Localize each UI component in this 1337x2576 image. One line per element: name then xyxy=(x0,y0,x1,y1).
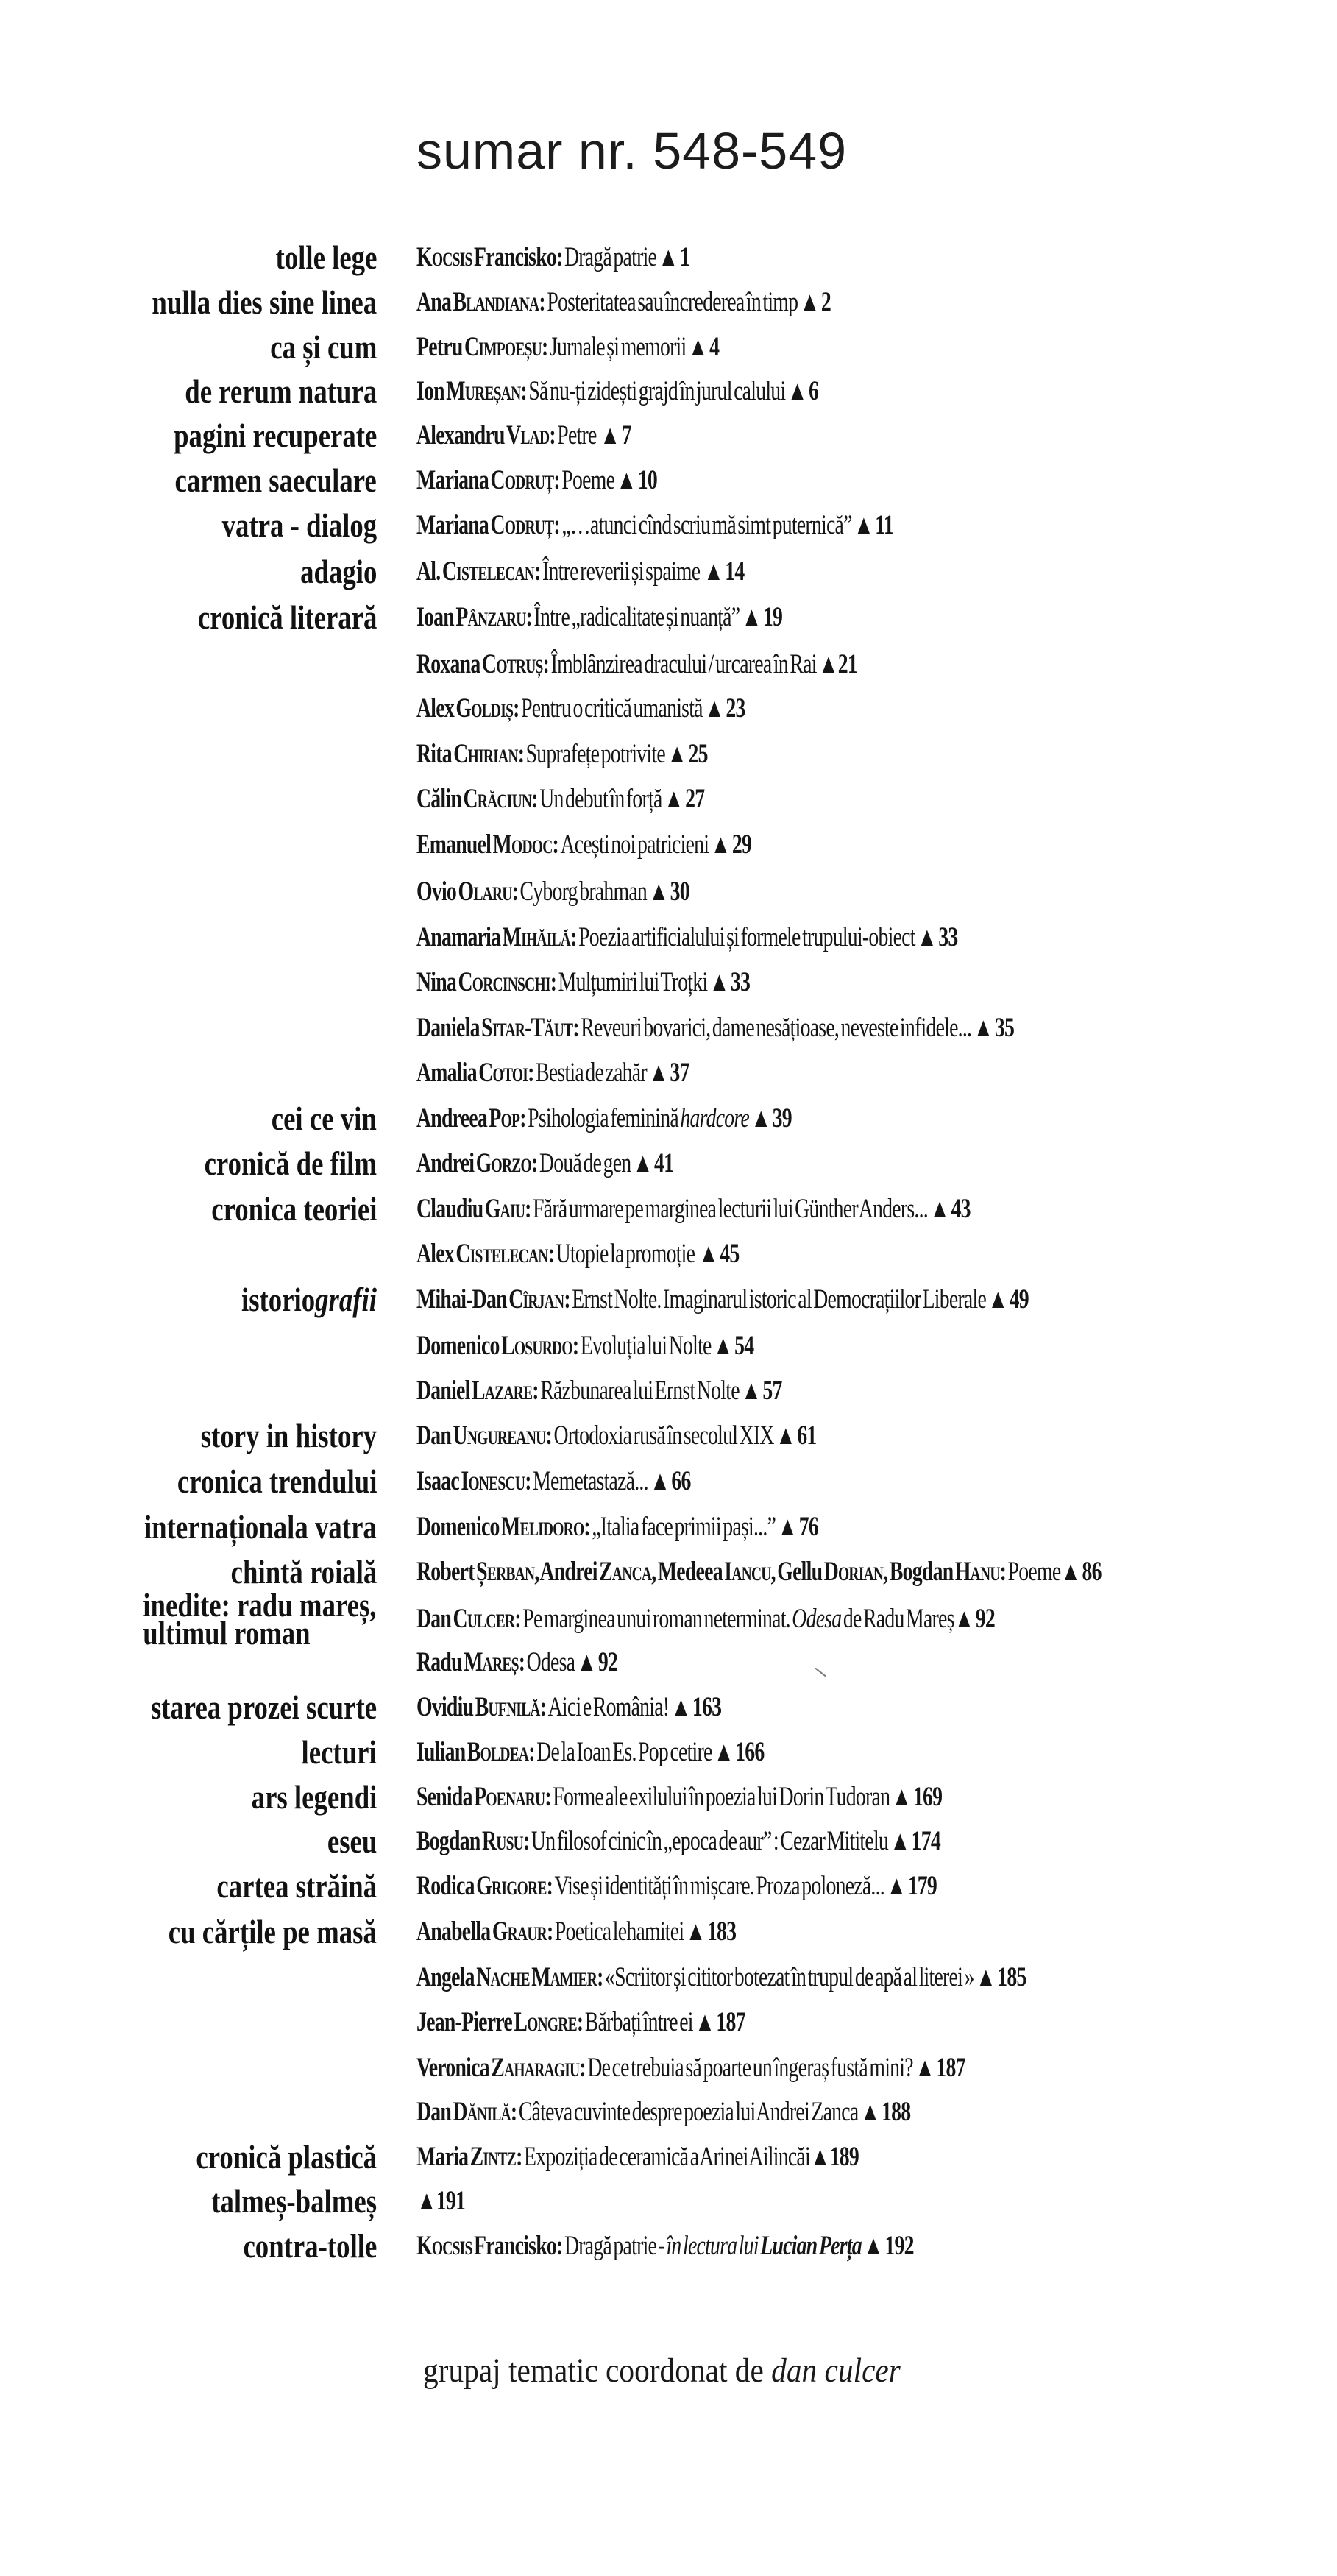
toc-entry: Dan Dănilă: Câteva cuvinte despre poezia lui Andrei Zanca ▲ 188 xyxy=(416,2096,911,2127)
toc-row xyxy=(0,1459,1337,1504)
toc-row xyxy=(0,1504,1337,1550)
section-label: contra-tolle xyxy=(243,2226,377,2265)
toc-row xyxy=(0,1368,1337,1414)
section-label: istoriografii xyxy=(241,1280,377,1318)
toc-entry: Călin Crăciun: Un debut în forță ▲ 27 xyxy=(416,783,705,814)
section-label: cronica trendului xyxy=(177,1462,377,1500)
section-label: eseu xyxy=(327,1822,377,1860)
toc-entry: Ovio Olaru: Cyborg brahman ▲ 30 xyxy=(416,876,689,907)
section-label: cei ce vin xyxy=(271,1099,377,1137)
toc-entry: Ioan Pânzaru: Între „radicalitate și nuanță” ▲ 19 xyxy=(416,601,783,632)
section-label: inedite: radu mareș, ultimul roman xyxy=(143,1585,377,1652)
section-label: cronică literară xyxy=(197,598,377,636)
toc-row xyxy=(0,503,1337,548)
section-label xyxy=(0,976,377,989)
toc-row xyxy=(0,1231,1337,1277)
toc-entry: Al. Cistelecan: Între reverii și spaime ▲ 14 xyxy=(416,556,745,587)
toc-entry: Andrei Gorzo: Două de gen ▲ 41 xyxy=(416,1147,674,1178)
section-label: adagio xyxy=(299,552,377,590)
section-label: pagini recuperate xyxy=(173,416,377,454)
toc-entry: Daniel Lazare: Răzbunarea lui Ernst Nolte ▲ 57 xyxy=(416,1375,782,1406)
footer-text: grupaj tematic coordonat de xyxy=(423,2352,772,2390)
toc-entry: Iulian Boldea: De la Ioan Es. Pop cetire ▲ 166 xyxy=(416,1736,765,1767)
toc-entry: Alex Cistelecan: Utopie la promoție ▲ 45 xyxy=(416,1238,740,1269)
toc-row xyxy=(0,1141,1337,1186)
toc-row xyxy=(0,413,1337,459)
toc-entry: Robert Șerban, Andrei Zanca, Medeea Iancu, Gellu Dorian, Bogdan Hanu: Poeme▲ 86 xyxy=(416,1556,1102,1587)
toc-entry: Domenico Melidoro: „Italia face primii pași...” ▲ 76 xyxy=(416,1511,818,1542)
section-label xyxy=(0,838,377,852)
section-label: cronică plastică xyxy=(196,2137,377,2176)
toc-row xyxy=(0,642,1337,687)
section-label xyxy=(0,1248,377,1261)
toc-row xyxy=(0,1685,1337,1730)
toc-entry: Anabella Graur: Poetica lehamitei ▲ 183 xyxy=(416,1916,737,1947)
section-label xyxy=(0,931,377,944)
toc-entry: Kocsis Francisko: Dragă patrie - în lectura lui Lucian Perța ▲ 192 xyxy=(416,2230,914,2261)
toc-entry: Radu Mareș: Odesa ▲ 92 xyxy=(416,1646,618,1677)
toc-row xyxy=(0,235,1337,280)
footer-credit xyxy=(423,2352,901,2391)
toc-row xyxy=(0,776,1337,822)
toc-entry: Amalia Cotoi: Bestia de zahăr ▲ 37 xyxy=(416,1057,689,1088)
toc-row xyxy=(0,732,1337,777)
section-label: starea prozei scurte xyxy=(150,1688,377,1726)
toc-row xyxy=(0,1050,1337,1096)
section-label: cu cărțile pe masă xyxy=(168,1912,377,1950)
toc-row xyxy=(0,822,1337,868)
toc-row xyxy=(0,2045,1337,2091)
toc-row xyxy=(0,1277,1337,1323)
toc-row xyxy=(0,549,1337,595)
section-label xyxy=(0,2062,377,2075)
toc-entry: Rita Chirian: Suprafețe potrivite ▲ 25 xyxy=(416,738,708,769)
section-label xyxy=(0,1022,377,1035)
section-label: ca și cum xyxy=(269,328,377,366)
toc-row xyxy=(0,325,1337,370)
toc-row xyxy=(0,2134,1337,2180)
toc-entry: Nina Corcinschi: Mulțumiri lui Troțki ▲ 33 xyxy=(416,966,751,997)
toc-row xyxy=(0,1909,1337,1955)
toc-row xyxy=(0,1864,1337,1909)
section-label: talmeș-balmeș xyxy=(211,2182,377,2220)
toc-entry: Mariana Codruț: Poeme ▲ 10 xyxy=(416,464,657,495)
toc-entry: Maria Zintz: Expoziția de ceramică a Arinei Ailincăi▲189 xyxy=(416,2141,859,2172)
section-label: ars legendi xyxy=(251,1777,377,1816)
toc-entry: Alex Goldiș: Pentru o critică umanistă ▲ 23 xyxy=(416,693,745,723)
section-label: cartea străină xyxy=(216,1866,377,1905)
page-title: sumar nr. 548-549 xyxy=(416,122,848,180)
section-label: carmen saeculare xyxy=(174,461,377,499)
toc-entry: Roxana Cotruș: Îmblânzirea dracului / urcarea în Rai ▲21 xyxy=(416,648,858,679)
section-label xyxy=(0,793,377,806)
section-label: chintă roială xyxy=(230,1552,377,1590)
section-label: tolle lege xyxy=(275,238,377,276)
toc-entry: ▲191 xyxy=(416,2185,466,2216)
section-label xyxy=(0,885,377,899)
toc-row xyxy=(0,280,1337,325)
toc-entry: Ovidiu Bufnilă: Aici e România! ▲ 163 xyxy=(416,1691,722,1722)
toc-entry: Claudiu Gaiu: Fără urmare pe marginea lecturii lui Günther Anders... ▲ 43 xyxy=(416,1193,971,1224)
toc-entry: Kocsis Francisko: Dragă patrie ▲ 1 xyxy=(416,241,689,272)
section-label xyxy=(0,658,377,671)
toc-entry: Mihai-Dan Cîrjan: Ernst Nolte. Imaginarul istoric al Democrațiilor Liberale ▲ 49 xyxy=(416,1284,1029,1314)
toc-entry: Domenico Losurdo: Evoluția lui Nolte ▲ 54 xyxy=(416,1330,754,1361)
section-label: internaționala vatra xyxy=(144,1507,377,1546)
section-label xyxy=(0,702,377,715)
toc-row xyxy=(0,686,1337,732)
section-label: cronică de film xyxy=(204,1144,377,1182)
toc-entry: Angela Nache Mamier: «Scriitor și cititor botezat în trupul de apă al literei » ▲ 185 xyxy=(416,1961,1026,1992)
toc-entry: Mariana Codruț: „…atunci cînd scriu mă simt puternică” ▲ 11 xyxy=(416,509,893,540)
toc-entry: Bogdan Rusu: Un filosof cinic în „epoca de aur” : Cezar Mititelu ▲ 174 xyxy=(416,1825,941,1856)
section-label xyxy=(0,2016,377,2029)
toc-entry: Alexandru Vlad: Petre ▲ 7 xyxy=(416,420,631,450)
toc-row xyxy=(0,458,1337,503)
toc-row xyxy=(0,1955,1337,2000)
toc-row xyxy=(0,2179,1337,2224)
toc-row xyxy=(0,1819,1337,1864)
toc-entry: Petru Cimpoeșu: Jurnale și memorii ▲ 4 xyxy=(416,331,720,362)
section-label xyxy=(0,1340,377,1353)
toc-entry: Isaac Ionescu: Memetastază... ▲ 66 xyxy=(416,1465,691,1496)
section-label: lecturi xyxy=(301,1733,377,1771)
toc-row xyxy=(0,1585,1337,1652)
toc-entry: Dan Ungureanu: Ortodoxia rusă în secolul XIX ▲ 61 xyxy=(416,1420,817,1451)
toc-row xyxy=(0,1005,1337,1051)
toc-row xyxy=(0,2000,1337,2045)
toc-row xyxy=(0,1323,1337,1369)
section-label xyxy=(0,2106,377,2119)
section-label xyxy=(0,748,377,761)
toc-row xyxy=(0,1413,1337,1459)
section-label: story in history xyxy=(200,1416,377,1454)
toc-entry: Senida Poenaru: Forme ale exilului în poezia lui Dorin Tudoran ▲ 169 xyxy=(416,1781,943,1812)
toc-row xyxy=(0,2090,1337,2135)
toc-row xyxy=(0,1186,1337,1232)
section-label: vatra - dialog xyxy=(221,506,377,544)
toc-row xyxy=(0,1640,1337,1685)
toc-entry: Emanuel Modoc: Acești noi patricieni ▲ 29 xyxy=(416,829,752,860)
toc-entry: Rodica Grigore: Vise și identități în mișcare. Proza poloneză... ▲ 179 xyxy=(416,1870,937,1901)
toc-row xyxy=(0,2223,1337,2269)
section-label: de rerum natura xyxy=(185,372,377,410)
toc-entry: Ana Blandiana: Posteritatea sau încrederea în timp ▲ 2 xyxy=(416,286,831,317)
toc-entry: Anamaria Mihăilă: Poezia artificialului și formele trupului-obiect ▲ 33 xyxy=(416,921,958,952)
section-label: cronica teoriei xyxy=(210,1189,377,1228)
toc-row xyxy=(0,915,1337,960)
section-label xyxy=(0,1656,377,1669)
toc-row xyxy=(0,1730,1337,1775)
section-label xyxy=(0,1384,377,1398)
toc-row xyxy=(0,1774,1337,1820)
toc-row xyxy=(0,595,1337,640)
toc-row xyxy=(0,1096,1337,1142)
toc-row xyxy=(0,869,1337,915)
toc-row xyxy=(0,369,1337,414)
toc-entry: Ion Mureșan: Să nu-ți zidești grajd în jurul calului ▲ 6 xyxy=(416,375,819,406)
toc-entry: Veronica Zaharagiu: De ce trebuia să poarte un îngeraș fustă mini? ▲ 187 xyxy=(416,2052,965,2083)
section-label xyxy=(0,1971,377,1984)
toc-entry: Daniela Sitar-Tăut: Reveuri bovarici, dame nesățioase, neveste infidele... ▲ 35 xyxy=(416,1012,1015,1043)
section-label xyxy=(0,1066,377,1080)
section-label: nulla dies sine linea xyxy=(152,283,377,321)
toc-entry: Andreea Pop: Psihologia feminină hardcore ▲ 39 xyxy=(416,1103,792,1133)
toc-entry: Jean-Pierre Longre: Bărbați între ei ▲ 187 xyxy=(416,2006,745,2037)
footer-editor-name: dan culcer xyxy=(771,2352,901,2390)
toc-row xyxy=(0,960,1337,1005)
toc-entry: Dan Culcer: Pe marginea unui roman neterminat. Odesa de Radu Mareș▲ 92 xyxy=(416,1603,996,1634)
